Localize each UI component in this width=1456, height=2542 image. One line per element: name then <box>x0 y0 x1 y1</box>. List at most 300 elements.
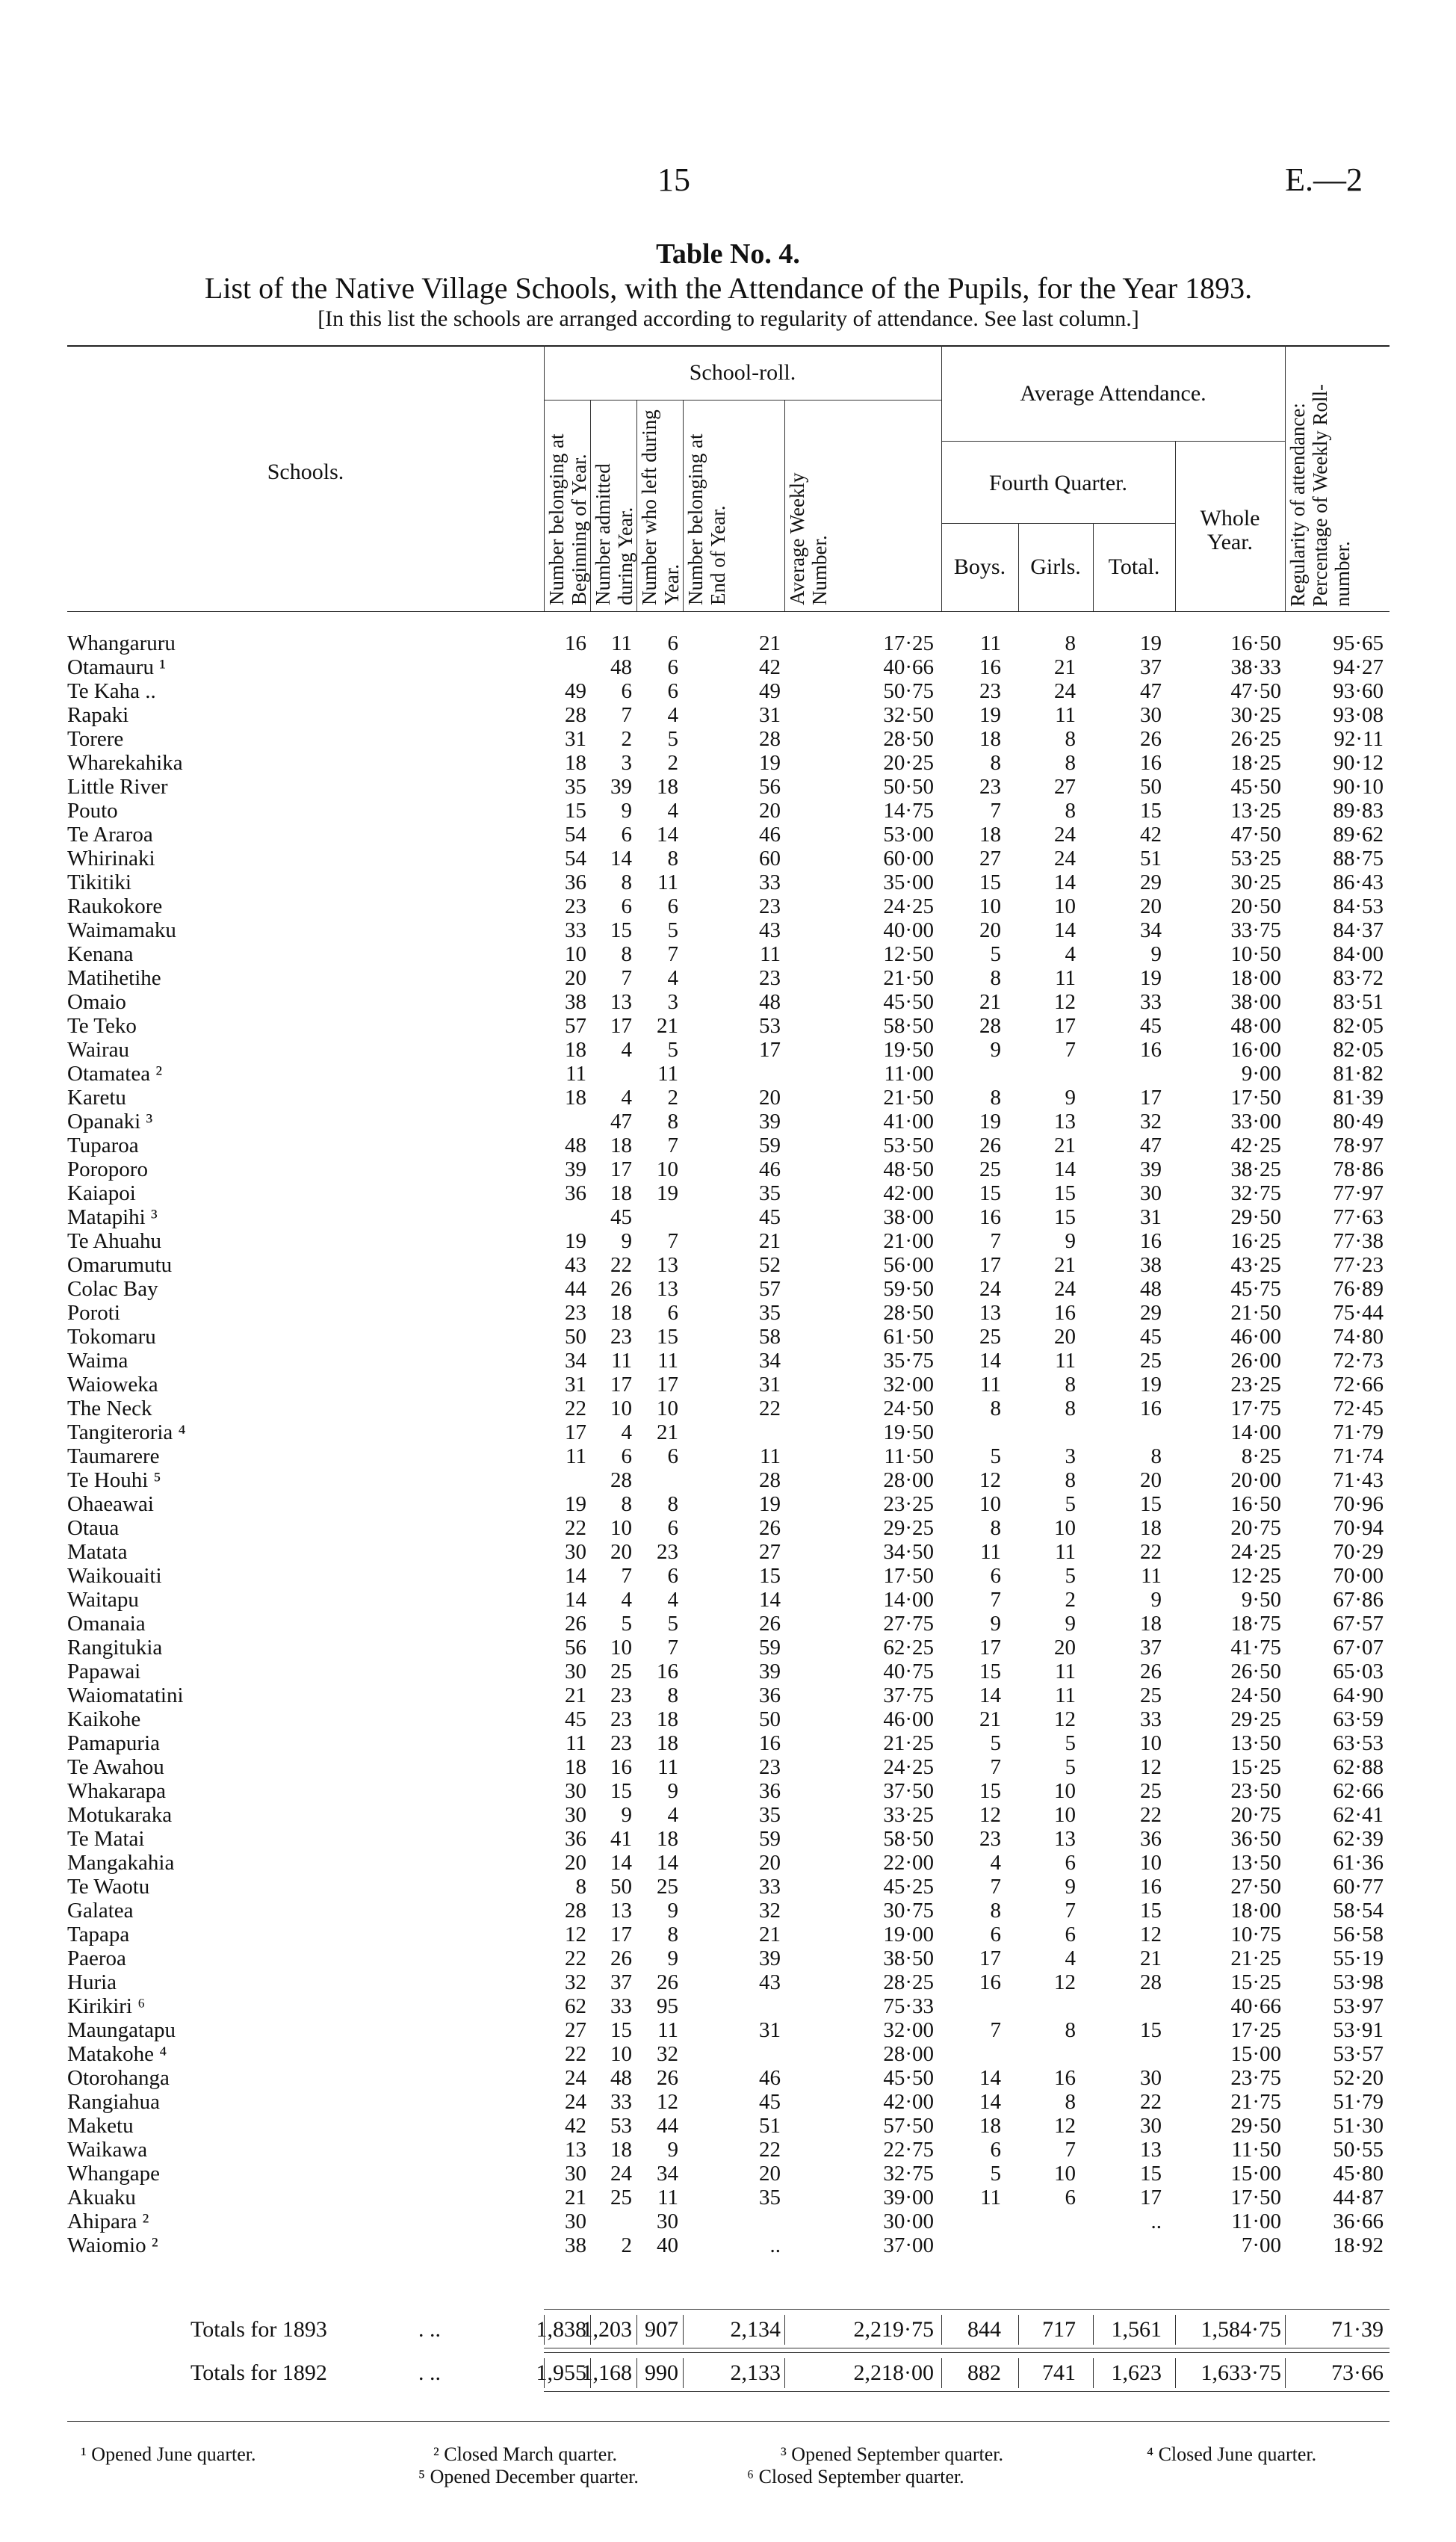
page-reference: E.—2 <box>1285 161 1363 198</box>
table-cell: 71·43 <box>1333 1468 1384 1492</box>
table-cell: 62·25 <box>883 1636 934 1660</box>
table-cell: 81·82 <box>1333 1062 1384 1086</box>
table-cell: 13 <box>979 1301 1001 1325</box>
table-cell: 30 <box>1140 1181 1162 1205</box>
table-cell: 13·50 <box>1230 1851 1281 1875</box>
footnote: ¹ Opened June quarter. <box>81 2443 256 2465</box>
table-cell: 2 <box>667 751 678 775</box>
table-cell: 10 <box>610 1636 632 1660</box>
table-cell: 22·00 <box>883 1851 934 1875</box>
table-cell: 15 <box>1140 2162 1162 2186</box>
table-cell: 16 <box>565 631 586 655</box>
table-cell: 17 <box>610 1014 632 1038</box>
table-cell: 32 <box>565 1970 586 1994</box>
table-cell: 23 <box>610 1325 632 1349</box>
table-cell: 38 <box>1140 1253 1162 1277</box>
table-cell: 24 <box>565 2066 586 2090</box>
table-cell: 72·73 <box>1333 1349 1384 1373</box>
table-cell: 53 <box>610 2114 632 2138</box>
table-cell: 53·25 <box>1230 847 1281 870</box>
table-cell: 31 <box>565 1373 586 1397</box>
school-name: Whirinaki <box>67 847 155 870</box>
table-cell: 30 <box>565 1779 586 1803</box>
table-cell: 14 <box>979 1683 1001 1707</box>
totals-cell: 1,955 <box>536 2360 586 2385</box>
table-cell: 26 <box>759 1612 781 1636</box>
school-name: Matihetihe <box>67 966 161 990</box>
school-name: Akuaku <box>67 2186 136 2209</box>
table-cell: 16 <box>979 655 1001 679</box>
footnote: ³ Opened September quarter. <box>781 2443 1004 2465</box>
table-cell: 50 <box>759 1707 781 1731</box>
school-name: Rangitukia <box>67 1636 163 1660</box>
table-cell: 5 <box>990 1444 1001 1468</box>
table-cell: 11·00 <box>884 1062 934 1086</box>
table-cell: 16 <box>1140 1038 1162 1062</box>
table-cell: 23 <box>610 1683 632 1707</box>
table-cell: 32·00 <box>883 2018 934 2042</box>
table-cell: 6 <box>667 1301 678 1325</box>
table-cell: 23 <box>759 1755 781 1779</box>
school-name: Pamapuria <box>67 1731 161 1755</box>
table-cell: 8 <box>1065 799 1076 823</box>
school-name: Huria <box>67 1970 117 1994</box>
header-whole-year: Whole Year. <box>1200 506 1260 554</box>
table-cell: 20 <box>610 1540 632 1564</box>
table-cell: 7 <box>1065 1038 1076 1062</box>
table-cell: 20 <box>979 918 1001 942</box>
table-cell: 38·50 <box>883 1946 934 1970</box>
table-cell: 4 <box>621 1588 632 1612</box>
table-cell: 89·83 <box>1333 799 1384 823</box>
header-school-roll: School-roll. <box>689 360 796 385</box>
table-cell: 19 <box>657 1181 678 1205</box>
table-row <box>0 966 1456 990</box>
table-cell: 41·75 <box>1230 1636 1281 1660</box>
table-cell: 13 <box>565 2138 586 2162</box>
table-cell: 8 <box>667 1492 678 1516</box>
table-row <box>0 870 1456 894</box>
table-cell: 26 <box>565 1612 586 1636</box>
table-cell: 27 <box>759 1540 781 1564</box>
table-cell: 95 <box>657 1994 678 2018</box>
table-cell: 28·50 <box>883 727 934 751</box>
table-cell: 18·25 <box>1230 751 1281 775</box>
table-cell: 56·00 <box>883 1253 934 1277</box>
table-cell: 62·66 <box>1333 1779 1384 1803</box>
school-name: Papawai <box>67 1660 141 1683</box>
table-cell: 4 <box>667 703 678 727</box>
header-regularity: Regularity of attendance: Percentage of Weekly Roll-number. <box>1286 384 1354 607</box>
school-name: Taumarere <box>67 1444 160 1468</box>
table-row <box>0 2209 1456 2233</box>
school-name: Matakohe ⁴ <box>67 2042 167 2066</box>
table-cell: 28 <box>565 1899 586 1923</box>
table-cell: 24 <box>1054 1277 1076 1301</box>
table-row <box>0 1779 1456 1803</box>
table-cell: 20 <box>565 966 586 990</box>
table-cell: 71·79 <box>1333 1420 1384 1444</box>
table-cell: 13 <box>657 1253 678 1277</box>
school-name: Te Houhi ⁵ <box>67 1468 161 1492</box>
table-cell: 9 <box>1065 1229 1076 1253</box>
table-row <box>0 1301 1456 1325</box>
table-cell: 17·50 <box>1230 1086 1281 1110</box>
table-cell: 45 <box>1140 1325 1162 1349</box>
table-cell: 29·25 <box>883 1516 934 1540</box>
table-cell: 6 <box>1065 1923 1076 1946</box>
footnote: ⁵ Opened December quarter. <box>418 2466 639 2487</box>
table-cell: 26 <box>610 1946 632 1970</box>
table-cell: 19·50 <box>883 1038 934 1062</box>
school-name: Raukokore <box>67 894 163 918</box>
table-cell: 44·87 <box>1333 2186 1384 2209</box>
table-cell: 18 <box>657 1731 678 1755</box>
table-cell: 78·86 <box>1333 1157 1384 1181</box>
totals-leader-dots: . .. <box>418 2360 441 2385</box>
table-cell: 16·50 <box>1230 631 1281 655</box>
table-cell: 70·96 <box>1333 1492 1384 1516</box>
table-cell: 6 <box>990 1923 1001 1946</box>
table-cell: .. <box>1150 2209 1162 2233</box>
table-cell: 93·60 <box>1333 679 1384 703</box>
table-cell: 83·72 <box>1333 966 1384 990</box>
table-cell: 37 <box>1140 1636 1162 1660</box>
table-cell: 14 <box>1054 870 1076 894</box>
totals-cell: 2,219·75 <box>853 2317 934 2342</box>
school-name: Mangakahia <box>67 1851 175 1875</box>
table-cell: 18 <box>657 775 678 799</box>
table-cell: 17·50 <box>883 1564 934 1588</box>
table-row <box>0 1062 1456 1086</box>
table-row <box>0 1731 1456 1755</box>
totals-cell: 1,203 <box>581 2317 632 2342</box>
table-cell: 20 <box>1054 1325 1076 1349</box>
table-cell: 21 <box>565 1683 586 1707</box>
table-cell: 12 <box>1140 1755 1162 1779</box>
table-cell: 44 <box>657 2114 678 2138</box>
table-cell: 47 <box>1140 1134 1162 1157</box>
table-cell: 16·25 <box>1230 1229 1281 1253</box>
table-cell: 70·00 <box>1333 1564 1384 1588</box>
table-cell: 14 <box>565 1588 586 1612</box>
table-cell: 11 <box>657 1755 678 1779</box>
table-cell: 5 <box>667 727 678 751</box>
table-cell: 50 <box>565 1325 586 1349</box>
table-cell: 11·50 <box>1231 2138 1281 2162</box>
table-row <box>0 2233 1456 2257</box>
table-cell: 15 <box>979 1660 1001 1683</box>
school-name: Kaiapoi <box>67 1181 136 1205</box>
school-name: Waimamaku <box>67 918 176 942</box>
school-name: Rangiahua <box>67 2090 161 2114</box>
table-cell: 24 <box>1054 823 1076 847</box>
table-cell: 5 <box>1065 1492 1076 1516</box>
table-cell: 42·00 <box>883 2090 934 2114</box>
table-cell: 72·66 <box>1333 1373 1384 1397</box>
table-cell: 30 <box>565 1660 586 1683</box>
table-cell: 18 <box>657 1827 678 1851</box>
table-cell: 30 <box>565 1803 586 1827</box>
table-row <box>0 1397 1456 1420</box>
table-cell: 8 <box>990 1397 1001 1420</box>
table-cell: 32·00 <box>883 1373 934 1397</box>
table-cell: 11 <box>980 1540 1001 1564</box>
table-cell: 3 <box>621 751 632 775</box>
table-cell: 7 <box>621 1564 632 1588</box>
table-cell: 55·19 <box>1333 1946 1384 1970</box>
header-col-left: Number who left during Year. <box>638 409 683 605</box>
table-cell: 47 <box>1140 679 1162 703</box>
table-cell: 15·25 <box>1230 1755 1281 1779</box>
table-cell: 18 <box>565 751 586 775</box>
table-cell: 56 <box>759 775 781 799</box>
school-name: Colac Bay <box>67 1277 158 1301</box>
table-cell: 18 <box>565 1038 586 1062</box>
table-cell: 11 <box>611 631 632 655</box>
table-row <box>0 1636 1456 1660</box>
table-cell: 18 <box>610 2138 632 2162</box>
table-cell: 20 <box>759 1851 781 1875</box>
table-row <box>0 894 1456 918</box>
table-row <box>0 1468 1456 1492</box>
table-cell: 21 <box>759 631 781 655</box>
school-name: Matata <box>67 1540 128 1564</box>
table-cell: 22 <box>565 1516 586 1540</box>
table-row <box>0 2018 1456 2042</box>
table-cell: 30 <box>565 1540 586 1564</box>
table-cell: 17 <box>610 1923 632 1946</box>
table-cell: 10 <box>565 942 586 966</box>
table-cell: 22 <box>1140 1803 1162 1827</box>
table-cell: 12 <box>979 1803 1001 1827</box>
table-cell: 26 <box>1140 1660 1162 1683</box>
table-cell: 39 <box>759 1946 781 1970</box>
table-cell: 21 <box>1054 1134 1076 1157</box>
table-subtitle: List of the Native Village Schools, with the Attendance of the Pupils, for the Year 1893. <box>204 271 1253 305</box>
table-row <box>0 679 1456 703</box>
table-cell: 17 <box>565 1420 586 1444</box>
table-cell: 19 <box>759 751 781 775</box>
school-name: Omarumutu <box>67 1253 173 1277</box>
table-cell: 8 <box>990 751 1001 775</box>
table-cell: 6 <box>667 894 678 918</box>
school-name: Otaua <box>67 1516 120 1540</box>
table-cell: 24·25 <box>1230 1540 1281 1564</box>
table-cell: 14 <box>565 1564 586 1588</box>
table-cell: 37 <box>1140 655 1162 679</box>
page-number: 15 <box>657 161 690 198</box>
table-cell: 4 <box>667 799 678 823</box>
table-cell: 20·75 <box>1230 1803 1281 1827</box>
table-cell: 9 <box>667 1946 678 1970</box>
table-cell: 16·50 <box>1230 1492 1281 1516</box>
school-name: Tuparoa <box>67 1134 139 1157</box>
table-cell: 11·00 <box>1231 2209 1281 2233</box>
table-cell: 48 <box>1140 1277 1162 1301</box>
table-cell: 8 <box>1065 2018 1076 2042</box>
table-cell: 21 <box>979 1707 1001 1731</box>
table-cell: 10 <box>610 1516 632 1540</box>
table-cell: 45 <box>1140 1014 1162 1038</box>
table-cell: 3 <box>1065 1444 1076 1468</box>
table-cell: 12 <box>565 1923 586 1946</box>
school-name: Otorohanga <box>67 2066 170 2090</box>
table-cell: 59 <box>759 1636 781 1660</box>
school-name: Otamauru ¹ <box>67 655 166 679</box>
table-row <box>0 799 1456 823</box>
table-cell: 24·25 <box>883 894 934 918</box>
table-cell: 19 <box>565 1229 586 1253</box>
table-cell: 54 <box>565 823 586 847</box>
table-cell: 10 <box>1054 894 1076 918</box>
table-cell: 14 <box>610 1851 632 1875</box>
table-cell: 29·50 <box>1230 1205 1281 1229</box>
table-cell: 21·25 <box>1230 1946 1281 1970</box>
table-cell: 35 <box>565 775 586 799</box>
table-cell: 30·25 <box>1230 703 1281 727</box>
table-cell: 38 <box>565 2233 586 2257</box>
school-name: Kirikiri ⁶ <box>67 1994 146 2018</box>
table-cell: 28 <box>979 1014 1001 1038</box>
table-cell: 65·03 <box>1333 1660 1384 1683</box>
table-cell: 23 <box>610 1707 632 1731</box>
table-cell: 28·50 <box>883 1301 934 1325</box>
school-name: The Neck <box>67 1397 152 1420</box>
table-cell: 36·50 <box>1230 1827 1281 1851</box>
school-name: Tangiteroria ⁴ <box>67 1420 186 1444</box>
school-name: Paeroa <box>67 1946 126 1970</box>
table-cell: 18 <box>610 1181 632 1205</box>
table-row <box>0 1923 1456 1946</box>
table-row <box>0 1157 1456 1181</box>
school-name: Whangape <box>67 2162 160 2186</box>
table-cell: 7 <box>667 1636 678 1660</box>
table-cell: 16 <box>979 1205 1001 1229</box>
table-cell: 38·00 <box>883 1205 934 1229</box>
table-cell: 74·80 <box>1333 1325 1384 1349</box>
table-cell: 51 <box>1140 847 1162 870</box>
table-row <box>0 990 1456 1014</box>
table-cell: 11 <box>760 942 781 966</box>
table-cell: 13 <box>610 990 632 1014</box>
table-cell: 27 <box>1054 775 1076 799</box>
table-cell: 41·00 <box>883 1110 934 1134</box>
table-cell: 47 <box>610 1110 632 1134</box>
table-cell: 35·75 <box>883 1349 934 1373</box>
table-cell: 24 <box>1054 679 1076 703</box>
totals-leader-dots: . .. <box>418 2317 441 2342</box>
table-cell: 8 <box>1065 1373 1076 1397</box>
table-cell: 49 <box>759 679 781 703</box>
table-cell: 30 <box>1140 2114 1162 2138</box>
table-cell: 48 <box>610 655 632 679</box>
table-cell: 14·75 <box>883 799 934 823</box>
school-name: Te Matai <box>67 1827 145 1851</box>
table-cell: 21 <box>565 2186 586 2209</box>
table-cell: 23 <box>610 1731 632 1755</box>
table-cell: 18 <box>979 2114 1001 2138</box>
table-cell: 72·45 <box>1333 1397 1384 1420</box>
table-cell: 31 <box>1140 1205 1162 1229</box>
table-cell: 5 <box>621 1612 632 1636</box>
table-cell: 4 <box>1065 1946 1076 1970</box>
table-cell: 42 <box>759 655 781 679</box>
table-cell: 18·75 <box>1230 1612 1281 1636</box>
table-cell: 93·08 <box>1333 703 1384 727</box>
table-cell: 21 <box>1054 1253 1076 1277</box>
school-name: Whakarapa <box>67 1779 167 1803</box>
table-cell: 39 <box>1140 1157 1162 1181</box>
table-cell: 48·00 <box>1230 1014 1281 1038</box>
table-cell: 5 <box>990 2162 1001 2186</box>
header-col-end: Number belonging at End of Year. <box>684 433 729 605</box>
table-cell: 45·25 <box>883 1875 934 1899</box>
table-cell: 11 <box>657 870 678 894</box>
table-cell: 25 <box>1140 1349 1162 1373</box>
table-cell: 23 <box>565 894 586 918</box>
totals-cell: 1,561 <box>1111 2317 1162 2342</box>
table-cell: 19 <box>979 1110 1001 1134</box>
table-cell: 22 <box>565 1946 586 1970</box>
table-cell: 28·00 <box>883 1468 934 1492</box>
table-cell: 6 <box>621 894 632 918</box>
totals-label: Totals for 1892 <box>190 2360 327 2385</box>
table-cell: 9 <box>1065 1612 1076 1636</box>
table-cell: 62·41 <box>1333 1803 1384 1827</box>
table-cell: 39 <box>759 1110 781 1134</box>
table-cell: 16·00 <box>1230 1038 1281 1062</box>
school-name: Omaio <box>67 990 126 1014</box>
table-cell: 14 <box>610 847 632 870</box>
table-cell: 80·49 <box>1333 1110 1384 1134</box>
table-cell: 13 <box>1140 2138 1162 2162</box>
totals-cell: 907 <box>645 2317 678 2342</box>
table-cell: 23 <box>979 679 1001 703</box>
table-cell: 30 <box>1140 2066 1162 2090</box>
table-cell: 23 <box>759 894 781 918</box>
table-cell: 86·43 <box>1333 870 1384 894</box>
totals-row <box>0 2315 1456 2345</box>
table-cell: 10·75 <box>1230 1923 1281 1946</box>
table-cell: 48·50 <box>883 1157 934 1181</box>
table-cell: 11 <box>1141 1564 1162 1588</box>
table-cell: 48 <box>610 2066 632 2090</box>
table-cell: 9 <box>667 1899 678 1923</box>
table-cell: 78·97 <box>1333 1134 1384 1157</box>
table-cell: 12 <box>1054 1970 1076 1994</box>
table-cell: 84·37 <box>1333 918 1384 942</box>
table-row <box>0 1540 1456 1564</box>
totals-cell: 1,168 <box>581 2360 632 2385</box>
table-cell: 90·10 <box>1333 775 1384 799</box>
table-cell: 25 <box>610 1660 632 1683</box>
table-cell: 77·97 <box>1333 1181 1384 1205</box>
school-name: Poroporo <box>67 1157 148 1181</box>
header-col-average-weekly: Average Weekly Number. <box>786 472 831 605</box>
table-cell: 10 <box>610 1397 632 1420</box>
table-cell: 17 <box>979 1946 1001 1970</box>
table-cell: 23 <box>657 1540 678 1564</box>
table-cell: 14 <box>657 823 678 847</box>
school-name: Galatea <box>67 1899 134 1923</box>
table-cell: 16 <box>1054 2066 1076 2090</box>
table-cell: 30 <box>1140 703 1162 727</box>
table-cell: 51·79 <box>1333 2090 1384 2114</box>
table-cell: 6 <box>667 1564 678 1588</box>
table-cell: 16 <box>1054 1301 1076 1325</box>
table-cell: 36 <box>759 1779 781 1803</box>
